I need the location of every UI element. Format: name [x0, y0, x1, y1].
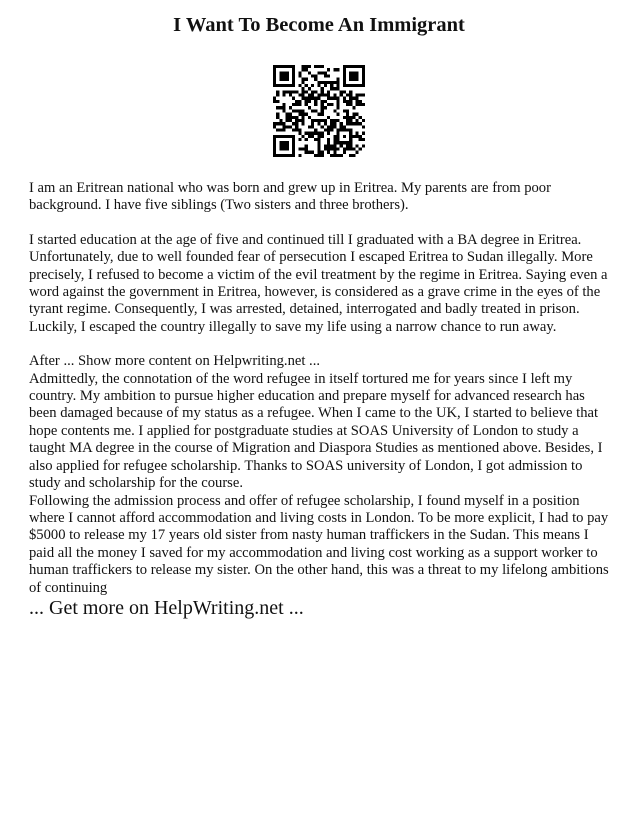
page-title: I Want To Become An Immigrant — [173, 14, 465, 36]
show-more-link[interactable]: After ... Show more content on Helpwriting.net ... — [29, 353, 321, 370]
paragraph-admission: Following the admission process and offer of refugee scholarship, I found myself in a position where I cannot afford accommodation and living costs in London. To be more explicit, I had to pay $5000 to release my 17 years old sister from nasty human traffickers in the Sudan. This means I paid all the money I saved for my accommodation and living cost working as a support worker to human traffickers to release my sister. On the other hand, this was a threat to my lifelong ambitions of continuing — [29, 492, 609, 596]
qr-code-icon — [273, 65, 365, 157]
paragraph-education: I started education at the age of five and continued till I graduated with a BA degree in Eritrea. Unfortunately, due to well founded fear of persecution I escaped Eritrea to Sudan illegally. More precisely, I refused to become a victim of the evil treatment by the regime in Eritrea. Saying even a word against the government in Eritrea, however, is considered as a grave crime in the eyes of the tyrant regime. Consequently, I was arrested, detained, interrogated and badly treated in prison. Luckily, I escaped the country illegally to save my life using a narrow chance to run away. — [29, 231, 608, 335]
get-more-link[interactable]: ... Get more on HelpWriting.net ... — [29, 597, 304, 619]
paragraph-refugee: Admittedly, the connotation of the word refugee in itself tortured me for years since I left my country. My ambition to pursue higher education and prepare myself for advanced research has been damaged because of my status as a refugee. When I came to the UK, I started to believe that hope contents me. I applied for postgraduate studies at SOAS University of London to study a taught MA degree in the course of Migration and Diaspora Studies as mentioned above. Besides, I also applied for refugee scholarship. Thanks to SOAS university of London, I got admission to study and scholarship for the course. — [29, 370, 603, 492]
document-body — [29, 180, 613, 597]
paragraph-intro: I am an Eritrean national who was born and grew up in Eritrea. My parents are from poor background. I have five siblings (Two sisters and three brothers). — [29, 180, 551, 214]
